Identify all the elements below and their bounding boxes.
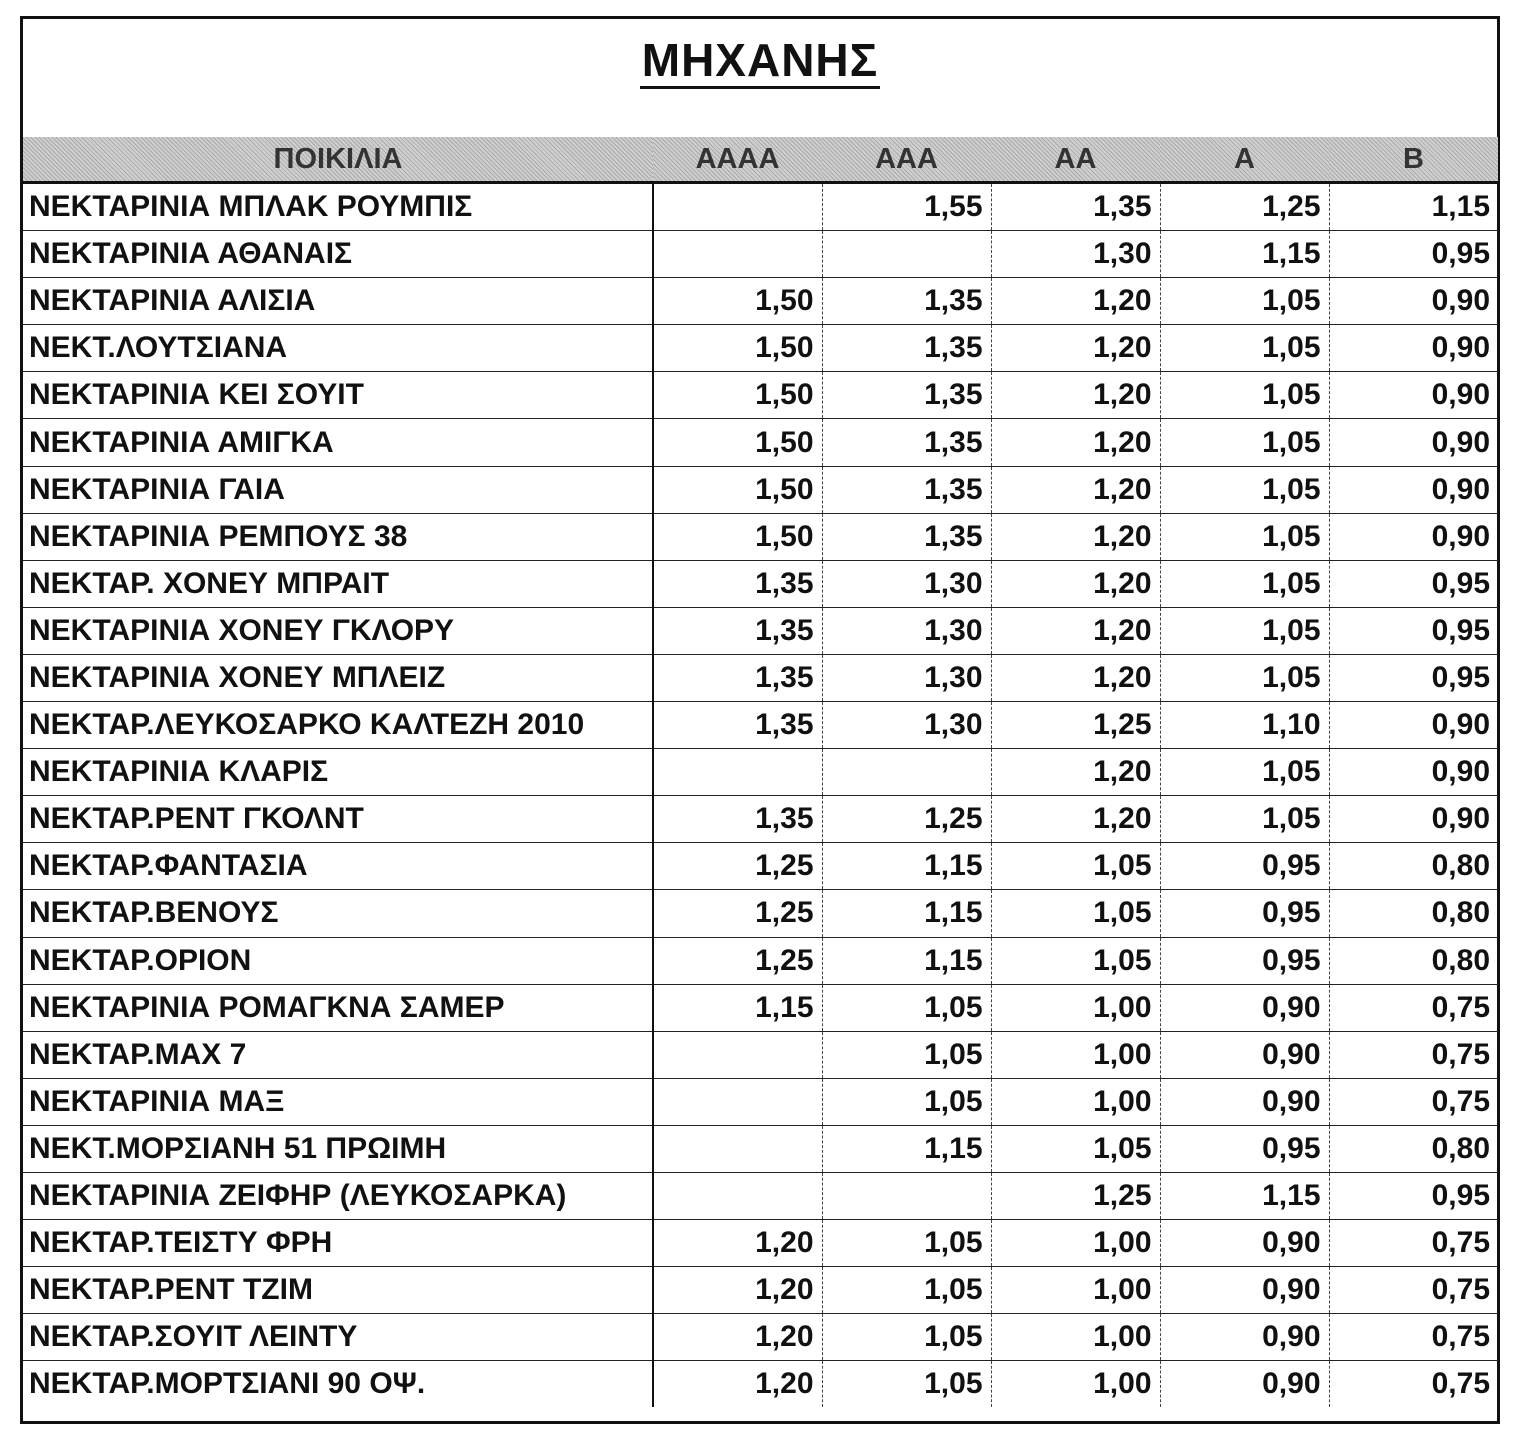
variety-name: ΝΕΚΤ.ΜΟΡΣΙΑΝΗ 51 ΠΡΩΙΜΗ — [23, 1125, 653, 1172]
price-cell: 1,05 — [1160, 654, 1329, 701]
price-cell: 0,95 — [1160, 843, 1329, 890]
price-cell: 1,20 — [991, 749, 1160, 796]
price-cell: 1,35 — [822, 372, 991, 419]
price-cell: 1,15 — [1160, 231, 1329, 278]
price-cell: 1,50 — [653, 419, 822, 466]
price-cell: 1,10 — [1160, 702, 1329, 749]
price-cell: 0,75 — [1329, 1078, 1498, 1125]
price-cell: 1,05 — [1160, 278, 1329, 325]
table-row — [23, 984, 1498, 1031]
price-cell: 1,25 — [653, 890, 822, 937]
price-cell: 1,50 — [653, 278, 822, 325]
price-cell: 0,90 — [1160, 1220, 1329, 1267]
price-cell: 1,35 — [991, 183, 1160, 231]
price-cell: 1,25 — [653, 843, 822, 890]
price-cell: 0,80 — [1329, 890, 1498, 937]
variety-name: ΝΕΚΤΑΡ.ΦΑΝΤΑΣΙΑ — [23, 843, 653, 890]
price-cell: 0,90 — [1160, 984, 1329, 1031]
price-cell: 1,05 — [1160, 466, 1329, 513]
variety-name: ΝΕΚΤΑΡΙΝΙΑ ΖΕΙΦΗΡ (ΛΕΥΚΟΣΑΡΚΑ) — [23, 1172, 653, 1219]
price-cell: 1,00 — [991, 1267, 1160, 1314]
table-row — [23, 654, 1498, 701]
table-row — [23, 466, 1498, 513]
variety-name: ΝΕΚΤΑΡ. ΧΟΝΕΥ ΜΠΡΑΙΤ — [23, 560, 653, 607]
variety-name: ΝΕΚΤΑΡΙΝΙΑ ΑΛΙΣΙΑ — [23, 278, 653, 325]
variety-name: ΝΕΚΤΑΡΙΝΙΑ ΑΜΙΓΚΑ — [23, 419, 653, 466]
price-cell: 1,20 — [653, 1314, 822, 1361]
price-cell: 1,05 — [822, 1267, 991, 1314]
price-cell — [653, 183, 822, 231]
price-cell: 1,20 — [991, 560, 1160, 607]
price-cell: 1,20 — [991, 325, 1160, 372]
price-cell: 1,05 — [1160, 513, 1329, 560]
price-cell: 0,90 — [1329, 749, 1498, 796]
variety-name: ΝΕΚΤΑΡ.ΜΟΡΤΣΙΑΝΙ 90 ΟΨ. — [23, 1361, 653, 1408]
price-cell: 1,25 — [653, 937, 822, 984]
price-cell: 1,25 — [1160, 183, 1329, 231]
table-row — [23, 419, 1498, 466]
variety-name: ΝΕΚΤΑΡ.ΟΡΙΟΝ — [23, 937, 653, 984]
table-header — [23, 137, 1498, 183]
price-cell — [822, 1172, 991, 1219]
table-row — [23, 1078, 1498, 1125]
price-cell: 0,95 — [1329, 607, 1498, 654]
table-row — [23, 749, 1498, 796]
price-cell: 1,25 — [822, 796, 991, 843]
price-cell: 0,90 — [1329, 325, 1498, 372]
title-band — [23, 19, 1497, 137]
price-cell: 1,55 — [822, 183, 991, 231]
price-cell: 0,90 — [1329, 702, 1498, 749]
variety-name: ΝΕΚΤΑΡΙΝΙΑ ΓΑΙΑ — [23, 466, 653, 513]
price-cell: 0,95 — [1160, 937, 1329, 984]
variety-name: ΝΕΚΤΑΡΙΝΙΑ ΜΠΛΑΚ ΡΟΥΜΠΙΣ — [23, 183, 653, 231]
header-variety: ΠΟΙΚΙΛΙΑ — [23, 137, 653, 183]
table-row — [23, 937, 1498, 984]
table-row — [23, 372, 1498, 419]
price-sheet — [20, 16, 1500, 1424]
price-cell: 1,35 — [822, 325, 991, 372]
header-grade-b: B — [1329, 137, 1498, 183]
price-cell: 1,05 — [991, 1125, 1160, 1172]
price-cell: 0,75 — [1329, 984, 1498, 1031]
table-row — [23, 183, 1498, 231]
header-grade-aa: AA — [991, 137, 1160, 183]
price-cell — [653, 1078, 822, 1125]
table-row — [23, 1125, 1498, 1172]
price-cell: 0,90 — [1160, 1031, 1329, 1078]
table-row — [23, 513, 1498, 560]
price-cell: 1,20 — [991, 796, 1160, 843]
price-cell: 1,00 — [991, 1361, 1160, 1408]
price-cell: 1,05 — [822, 1031, 991, 1078]
header-row — [23, 137, 1498, 183]
price-cell: 0,95 — [1160, 1125, 1329, 1172]
price-cell: 1,05 — [991, 937, 1160, 984]
price-cell: 1,20 — [653, 1220, 822, 1267]
table-body — [23, 183, 1498, 1408]
price-cell: 0,90 — [1329, 466, 1498, 513]
price-cell: 1,35 — [822, 513, 991, 560]
price-cell: 1,15 — [1431, 190, 1490, 224]
variety-name: ΝΕΚΤΑΡΙΝΙΑ ΡΕΜΠΟΥΣ 38 — [23, 513, 653, 560]
price-cell: 1,05 — [822, 1314, 991, 1361]
price-cell: 1,30 — [822, 560, 991, 607]
price-cell — [653, 1125, 822, 1172]
price-cell: 0,90 — [1329, 278, 1498, 325]
price-cell: 0,90 — [1160, 1361, 1329, 1408]
table-row — [23, 607, 1498, 654]
table-row — [23, 1314, 1498, 1361]
price-cell — [822, 231, 991, 278]
price-cell: 1,35 — [653, 560, 822, 607]
price-cell: 1,15 — [822, 890, 991, 937]
variety-name: ΝΕΚΤΑΡ.ΡΕΝΤ ΓΚΟΛΝΤ — [23, 796, 653, 843]
variety-name: ΝΕΚΤΑΡ.ΛΕΥΚΟΣΑΡΚΟ ΚΑΛΤΕΖΗ 2010 — [23, 702, 653, 749]
table-row — [23, 843, 1498, 890]
price-cell: 1,35 — [822, 419, 991, 466]
price-cell: 1,05 — [991, 890, 1160, 937]
price-cell: 1,05 — [822, 1361, 991, 1408]
price-cell: 1,15 — [653, 984, 822, 1031]
price-cell: 1,05 — [822, 1220, 991, 1267]
price-cell: 0,90 — [1160, 1314, 1329, 1361]
price-cell — [822, 749, 991, 796]
price-cell: 1,00 — [991, 1078, 1160, 1125]
price-cell: 1,20 — [653, 1267, 822, 1314]
header-grade-aaa: AAA — [822, 137, 991, 183]
price-cell: 1,25 — [991, 702, 1160, 749]
price-cell: 1,15 — [822, 843, 991, 890]
variety-name: ΝΕΚΤΑΡΙΝΙΑ ΡΟΜΑΓΚΝΑ ΣΑΜΕΡ — [23, 984, 653, 1031]
price-cell: 1,05 — [1160, 796, 1329, 843]
table-row — [23, 325, 1498, 372]
price-cell: 1,00 — [991, 1314, 1160, 1361]
variety-name: ΝΕΚΤΑΡΙΝΙΑ ΚΛΑΡΙΣ — [23, 749, 653, 796]
price-cell: 0,80 — [1329, 843, 1498, 890]
price-cell: 1,00 — [991, 1031, 1160, 1078]
table-row — [23, 1220, 1498, 1267]
price-cell: 1,05 — [1160, 372, 1329, 419]
table-row — [23, 702, 1498, 749]
price-cell: 1,30 — [822, 654, 991, 701]
price-cell: 0,95 — [1160, 890, 1329, 937]
table-row — [23, 231, 1498, 278]
price-cell: 1,35 — [653, 796, 822, 843]
price-cell: 0,75 — [1329, 1031, 1498, 1078]
price-cell: 0,95 — [1329, 654, 1498, 701]
price-cell: 0,80 — [1329, 937, 1498, 984]
price-cell — [653, 1172, 822, 1219]
price-cell: 1,50 — [653, 513, 822, 560]
price-cell: 1,15 — [1160, 1172, 1329, 1219]
price-cell: 0,75 — [1329, 1314, 1498, 1361]
price-cell: 1,35 — [653, 607, 822, 654]
price-cell: 1,15 — [822, 937, 991, 984]
price-cell — [653, 749, 822, 796]
price-cell: 0,90 — [1329, 796, 1498, 843]
price-cell: 1,05 — [1160, 607, 1329, 654]
variety-name: ΝΕΚΤΑΡ.ΤΕΙΣΤΥ ΦΡΗ — [23, 1220, 653, 1267]
price-cell: 0,95 — [1329, 560, 1498, 607]
page-title — [23, 33, 1497, 87]
price-cell: 1,30 — [991, 231, 1160, 278]
price-cell: 1,20 — [991, 513, 1160, 560]
price-table — [23, 137, 1498, 1407]
price-cell: 1,05 — [822, 984, 991, 1031]
price-cell: 1,05 — [1160, 749, 1329, 796]
price-cell: 1,15 — [822, 1125, 991, 1172]
price-cell: 1,00 — [991, 1220, 1160, 1267]
price-cell — [653, 1031, 822, 1078]
page-title-text: ΜΗΧΑΝΗΣ — [640, 34, 880, 89]
price-cell: 1,50 — [653, 372, 822, 419]
price-cell: 1,05 — [1160, 560, 1329, 607]
price-cell: 1,05 — [1160, 325, 1329, 372]
price-cell: 1,35 — [653, 654, 822, 701]
price-cell: 0,75 — [1329, 1267, 1498, 1314]
price-cell: 1,20 — [991, 278, 1160, 325]
price-cell: 1,20 — [991, 466, 1160, 513]
variety-name: ΝΕΚΤ.ΛΟΥΤΣΙΑΝΑ — [23, 325, 653, 372]
table-row — [23, 1267, 1498, 1314]
price-cell: 1,20 — [991, 419, 1160, 466]
price-cell: 1,20 — [991, 607, 1160, 654]
table-row — [23, 278, 1498, 325]
header-grade-aaaa: AAAA — [653, 137, 822, 183]
variety-name: ΝΕΚΤΑΡ.ΒΕΝΟΥΣ — [23, 890, 653, 937]
price-cell: 0,90 — [1160, 1267, 1329, 1314]
variety-name: ΝΕΚΤΑΡΙΝΙΑ ΑΘΑΝΑΙΣ — [23, 231, 653, 278]
variety-name: ΝΕΚΤΑΡ.ΡΕΝΤ ΤΖΙΜ — [23, 1267, 653, 1314]
table-row — [23, 890, 1498, 937]
price-cell: 1,20 — [653, 1361, 822, 1408]
variety-name: ΝΕΚΤΑΡ.ΜΑΧ 7 — [23, 1031, 653, 1078]
table-row — [23, 1031, 1498, 1078]
price-cell: 1,20 — [991, 372, 1160, 419]
table-row — [23, 796, 1498, 843]
price-cell: 0,75 — [1329, 1220, 1498, 1267]
price-cell: 1,35 — [822, 466, 991, 513]
table-row — [23, 560, 1498, 607]
table-row — [23, 1361, 1498, 1408]
price-cell: 0,75 — [1329, 1361, 1498, 1408]
price-cell: 1,00 — [991, 984, 1160, 1031]
variety-name: ΝΕΚΤΑΡΙΝΙΑ ΚΕΙ ΣΟΥΙΤ — [23, 372, 653, 419]
price-cell — [653, 231, 822, 278]
price-cell: 0,95 — [1329, 231, 1498, 278]
header-grade-a: A — [1160, 137, 1329, 183]
price-cell: 1,05 — [991, 843, 1160, 890]
price-cell: 0,90 — [1329, 372, 1498, 419]
price-cell: 0,80 — [1329, 1125, 1498, 1172]
price-cell: 1,30 — [822, 607, 991, 654]
price-cell: 1,05 — [1160, 419, 1329, 466]
price-cell: 1,50 — [653, 466, 822, 513]
price-cell: 0,90 — [1329, 513, 1498, 560]
price-cell: 1,30 — [822, 702, 991, 749]
price-cell: 1,25 — [991, 1172, 1160, 1219]
price-cell: 1,35 — [822, 278, 991, 325]
variety-name: ΝΕΚΤΑΡΙΝΙΑ ΜΑΞ — [23, 1078, 653, 1125]
price-cell: 1,35 — [653, 702, 822, 749]
price-cell: 1,50 — [653, 325, 822, 372]
price-cell: 1,20 — [991, 654, 1160, 701]
price-cell: 0,90 — [1329, 419, 1498, 466]
variety-name: ΝΕΚΤΑΡΙΝΙΑ ΧΟΝΕΥ ΓΚΛΟΡΥ — [23, 607, 653, 654]
price-cell: 0,95 — [1329, 1172, 1498, 1219]
table-row — [23, 1172, 1498, 1219]
variety-name: ΝΕΚΤΑΡ.ΣΟΥΙΤ ΛΕΙΝΤΥ — [23, 1314, 653, 1361]
variety-name: ΝΕΚΤΑΡΙΝΙΑ ΧΟΝΕΥ ΜΠΛΕΙΖ — [23, 654, 653, 701]
price-cell: 1,05 — [822, 1078, 991, 1125]
price-cell: 0,90 — [1160, 1078, 1329, 1125]
